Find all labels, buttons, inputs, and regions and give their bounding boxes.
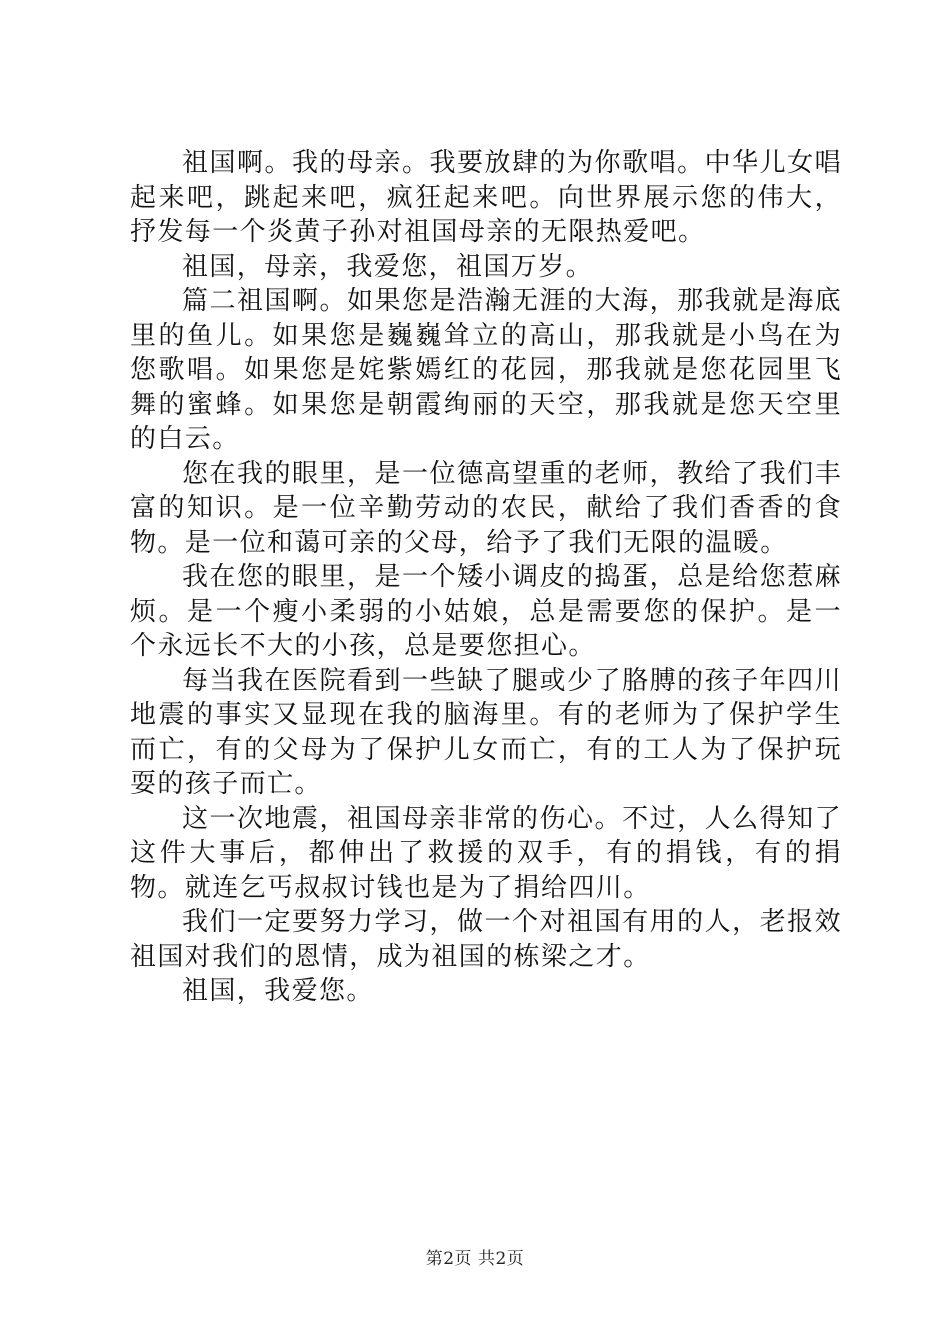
document-body <box>130 146 842 1009</box>
paragraph-2: 祖国，母亲，我爱您，祖国万岁。 <box>182 251 594 282</box>
paragraph-1: 祖国啊。我的母亲。我要放肆的为你歌唱。中华儿女唱起来吧，跳起来吧，疯狂起来吧。向世界展示您的伟大，抒发每一个炎黄子孙对祖国母亲的无限热爱吧。 <box>130 148 842 247</box>
paragraph-5: 我在您的眼里，是一个矮小调皮的捣蛋，总是给您惹麻烦。是一个瘦小柔弱的小姑娘，总是需要您的保护。是一个永远长不大的小孩，总是要您担心。 <box>130 562 842 661</box>
paragraph-3: 篇二祖国啊。如果您是浩瀚无涯的大海，那我就是海底里的鱼儿。如果您是巍巍耸立的高山，那我就是小鸟在为您歌唱。如果您是姹紫嫣红的花园，那我就是您花园里飞舞的蜜蜂。如果您是朝霞绚丽的天空，那我就是您天空里的白云。 <box>130 286 842 454</box>
paragraph-7: 这一次地震，祖国母亲非常的伤心。不过，人么得知了这件大事后，都伸出了救援的双手，有的捐钱，有的捐物。就连乞丐叔叔讨钱也是为了捐给四川。 <box>130 803 842 903</box>
page-footer: 第2页 共2页 <box>425 1249 525 1269</box>
paragraph-9: 祖国，我爱您。 <box>182 976 374 1006</box>
paragraph-6: 每当我在医院看到一些缺了腿或少了胳膊的孩子年四川地震的事实又显现在我的脑海里。有的老师为了保护学生而亡，有的父母为了保护儿女而亡，有的工人为了保护玩耍的孩子而亡。 <box>130 665 842 799</box>
paragraph-8: 我们一定要努力学习，做一个对祖国有用的人，老报效祖国对我们的恩情，成为祖国的栋梁之才。 <box>130 907 842 972</box>
paragraph-4: 您在我的眼里，是一位德高望重的老师，教给了我们丰富的知识。是一位辛勤劳动的农民，献给了我们香香的食物。是一位和蔼可亲的父母，给予了我们无限的温暖。 <box>130 458 842 558</box>
